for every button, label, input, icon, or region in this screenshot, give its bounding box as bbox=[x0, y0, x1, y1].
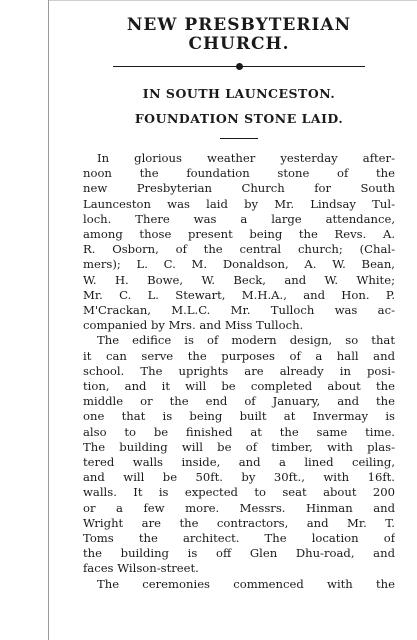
text-line: loch. There was a large attendance, bbox=[83, 211, 395, 226]
column-left-rule bbox=[48, 0, 49, 640]
article-subheading: IN SOUTH LAUNCESTON. bbox=[142, 86, 336, 101]
text-line: one that is being built at Invermay is bbox=[83, 409, 395, 424]
article-subheading-2: FOUNDATION STONE LAID. bbox=[134, 111, 344, 126]
text-line: school. The uprights are already in posi- bbox=[83, 363, 395, 378]
text-line: the building is off Glen Dhu-road, and bbox=[83, 546, 395, 561]
text-line: tered walls inside, and a lined ceiling, bbox=[83, 455, 395, 470]
text-line: new Presbyterian Church for South bbox=[83, 181, 395, 196]
paragraph-2 bbox=[83, 333, 395, 576]
text-line: R. Osborn, of the central church; (Chal- bbox=[83, 242, 395, 257]
text-line: The edifice is of modern design, so that bbox=[97, 333, 395, 348]
text-line: The ceremonies commenced with the bbox=[97, 576, 395, 591]
text-line: Mr. C. L. Stewart, M.H.A., and Hon. P. bbox=[83, 287, 395, 302]
article-headline: NEW PRESBYTERIAN CHURCH. bbox=[126, 15, 352, 54]
paragraph-3 bbox=[83, 577, 395, 592]
text-line: faces Wilson-street. bbox=[83, 561, 199, 576]
text-line: middle or the end of January, and the bbox=[83, 394, 395, 409]
text-line: or a few more. Messrs. Hinman and bbox=[83, 500, 395, 515]
text-line: Launceston was laid by Mr. Lindsay Tul- bbox=[83, 196, 395, 211]
text-line: and will be 50ft. by 30ft., with 16ft. bbox=[83, 470, 395, 485]
paragraph-1 bbox=[83, 151, 395, 333]
text-line: companied by Mrs. and Miss Tulloch. bbox=[83, 318, 304, 333]
top-border-rule bbox=[48, 0, 417, 1]
text-line: it can serve the purposes of a hall and bbox=[83, 348, 395, 363]
text-line: In glorious weather yesterday after- bbox=[97, 151, 395, 165]
headline-ornament-rule bbox=[113, 60, 365, 74]
text-line: walls. It is expected to seat about 200 bbox=[83, 485, 395, 500]
text-line: also to be finished at the same time. bbox=[83, 424, 395, 439]
article-body bbox=[83, 151, 395, 592]
text-line: W. H. Bowe, W. Beck, and W. White; bbox=[83, 272, 395, 287]
article-column bbox=[83, 16, 395, 592]
section-rule bbox=[220, 138, 258, 139]
text-line: Wright are the contractors, and Mr. T. bbox=[83, 515, 395, 530]
text-line: M'Crackan, M.L.C. Mr. Tulloch was ac- bbox=[83, 303, 395, 318]
text-line: Toms the architect. The location of bbox=[83, 531, 395, 546]
text-line: noon the foundation stone of the bbox=[83, 166, 395, 181]
text-line: among those present being the Revs. A. bbox=[83, 227, 395, 242]
ornament-dot bbox=[236, 63, 243, 70]
text-line: The building will be of timber, with plas- bbox=[83, 439, 395, 454]
text-line: tion, and it will be completed about the bbox=[83, 379, 395, 394]
text-line: mers); L. C. M. Donaldson, A. W. Bean, bbox=[83, 257, 395, 272]
